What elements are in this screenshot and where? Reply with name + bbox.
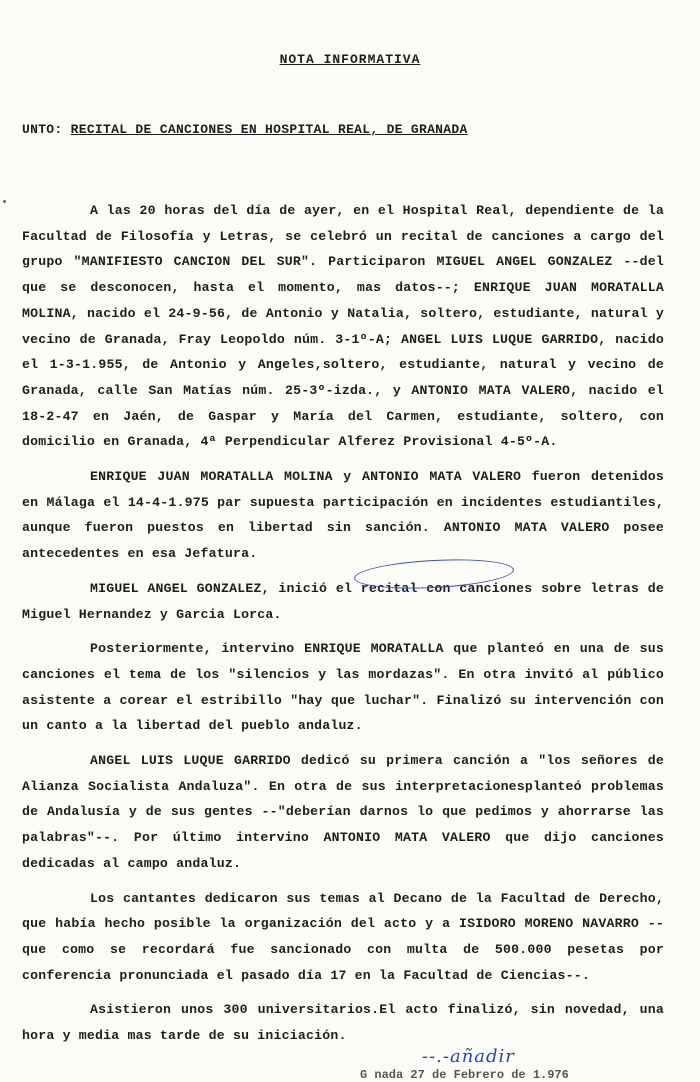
margin-mark [3, 200, 6, 203]
paragraph: ANGEL LUIS LUQUE GARRIDO dedicó su primera canción a "los señores de Alianza Socialista Andaluza". En otra de sus interpretacionesplanteó problemas de Andalusía y de sus gentes --"deberían darnos lo que pedimos y ahorrarse las palabras"--. Por último intervino ANTONIO MATA VALERO que dijo canciones dedicadas al campo andaluz. [22, 753, 664, 871]
document-body [22, 198, 664, 1058]
paragraph: Asistieron unos 300 universitarios.El acto finalizó, sin novedad, una hora y media mas tarde de su iniciación. [22, 1002, 664, 1044]
handwritten-annotation: --.-añadir [422, 1046, 515, 1067]
paragraph: A las 20 horas del día de ayer, en el Hospital Real, dependiente de la Facultad de Filosofía y Letras, se celebró un recital de canciones a cargo del grupo "MANIFIESTO CANCION DEL SUR". Participaron MIGUEL ANGEL GONZALEZ --del que se desconocen, hasta el momento, mas datos--; ENRIQUE JUAN MORATALLA MOLINA, nacido el 24-9-56, de Antonio y Natalia, soltero, estudiante, natural y vecino de Granada, Fray Leopoldo núm. 3-1º-A; ANGEL LUIS LUQUE GARRIDO, nacido el 1-3-1.955, de Antonio y Angeles,soltero, estudiante, natural y vecino de Granada, calle San Matías núm. 25-3º-izda., y ANTONIO MATA VALERO, nacido el 18-2-47 en Jaén, de Gaspar y María del Carmen, estudiante, soltero, con domicilio en Granada, 4ª Perpendicular Alferez Provisional 4-5º-A. [22, 203, 664, 450]
subject-text: RECITAL DE CANCIONES EN HOSPITAL REAL, DE GRANADA [70, 122, 468, 137]
subject-line [22, 122, 692, 137]
paragraph: Los cantantes dedicaron sus temas al Decano de la Facultad de Derecho, que había hecho posible la organización del acto y a ISIDORO MORENO NAVARRO --que como se recordará fue sancionado con multa de 500.000 pesetas por conferencia pronunciada el pasado día 17 en la Facultad de Ciencias--. [22, 890, 664, 983]
footer-date-line: G nada 27 de Febrero de 1.976 [360, 1068, 569, 1082]
paragraph: Posteriormente, intervino ENRIQUE MORATALLA que planteó en una de sus canciones el tema de los "silencios y las mordazas". En otra invitó al público asistente a corear el estribillo "hay que luchar". Finalizó su intervención con un canto a la libertad del pueblo andaluz. [22, 641, 664, 734]
document-title: NOTA INFORMATIVA [279, 52, 421, 67]
subject-label: UNTO: [22, 122, 63, 137]
paragraph: ENRIQUE JUAN MORATALLA MOLINA y ANTONIO MATA VALERO fueron detenidos en Málaga el 14-4-1.975 par supuesta participación en incidentes estudiantiles, aunque fueron puestos en libertad sin sanción. ANTONIO MATA VALERO posee antecedentes en esa Jefatura. [22, 469, 664, 562]
paragraph: MIGUEL ANGEL GONZALEZ, inició el recital con canciones sobre letras de Miguel Hernandez y Garcia Lorca. [22, 580, 664, 622]
